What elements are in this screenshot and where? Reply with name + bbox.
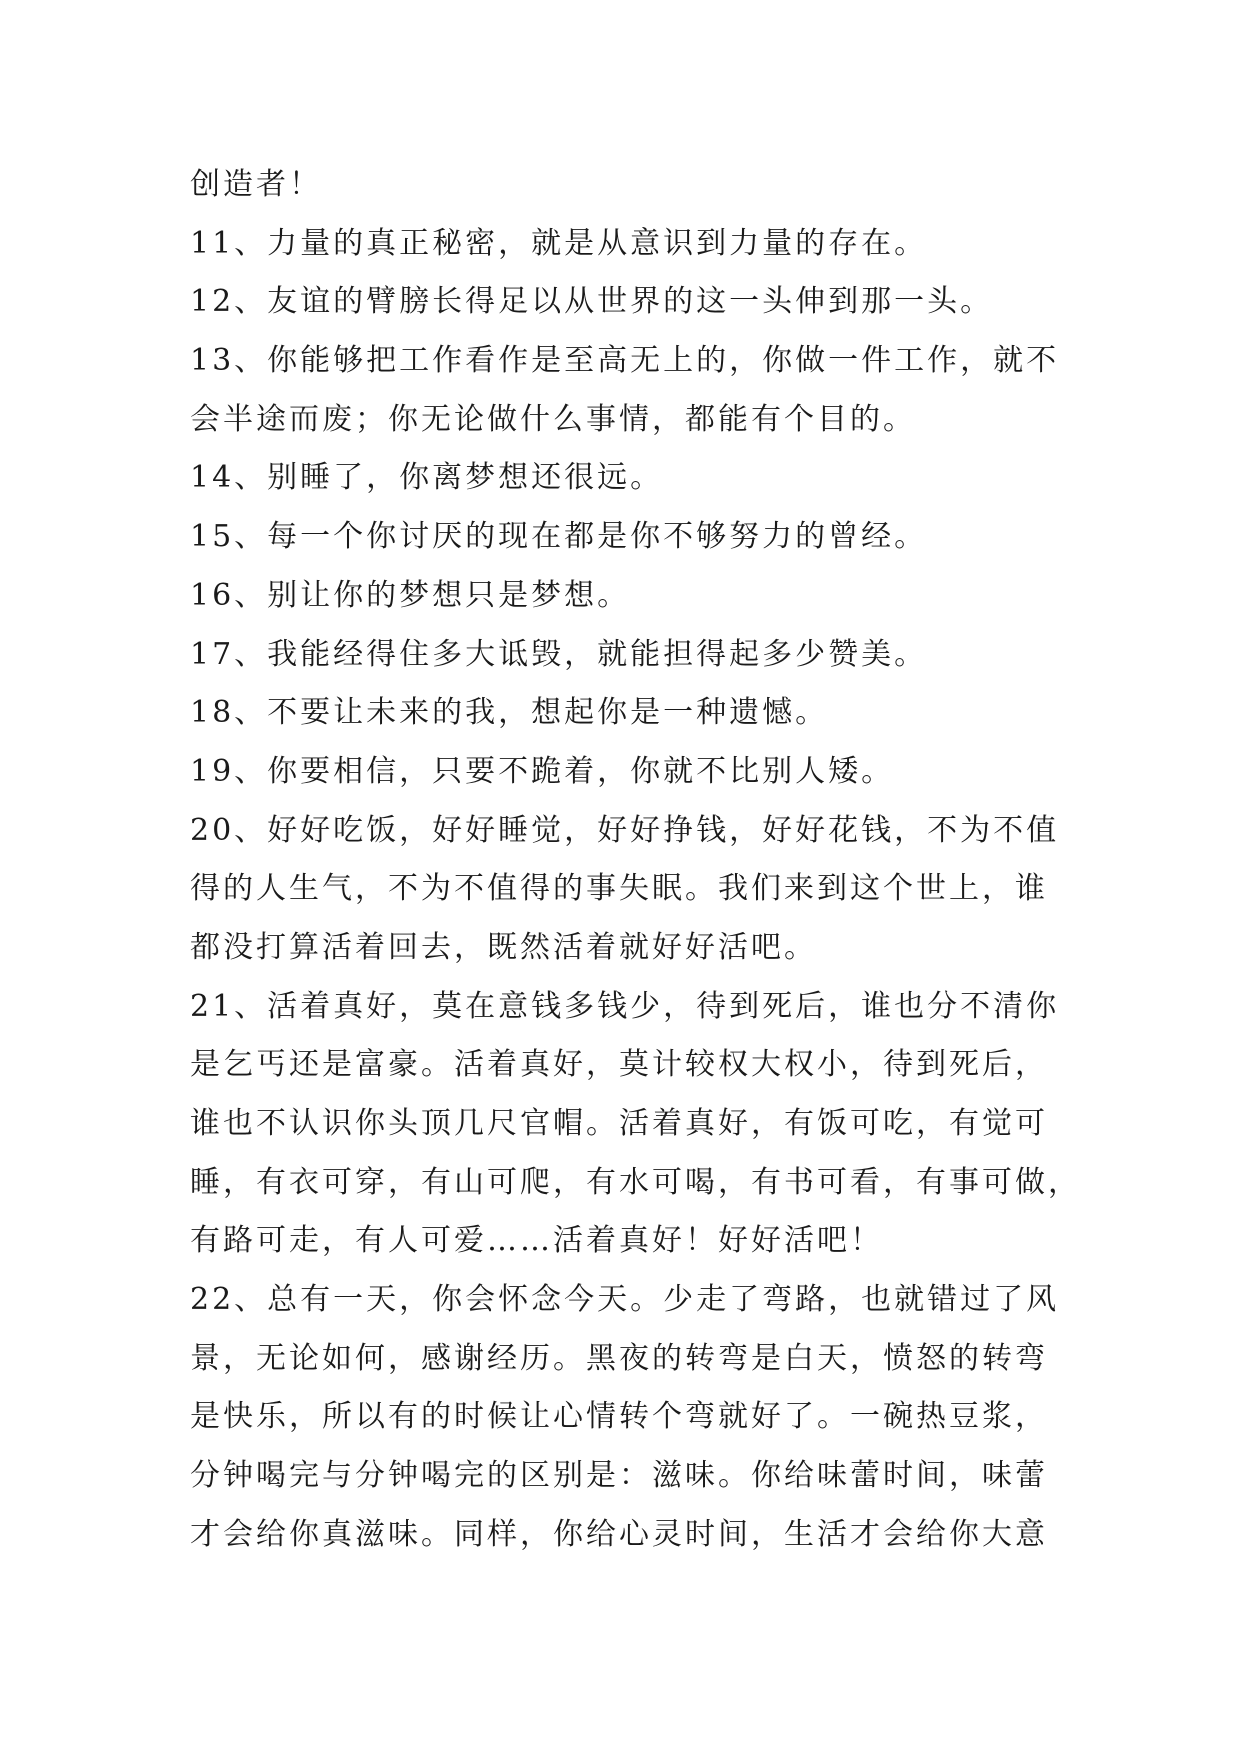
text-line: 18、不要让未来的我，想起你是一种遗憾。: [190, 695, 829, 731]
text-line: 是快乐，所以有的时候让心情转个弯就好了。一碗热豆浆，: [190, 1399, 1048, 1435]
text-line: 15、每一个你讨厌的现在都是你不够努力的曾经。: [190, 519, 928, 555]
text-line: 都没打算活着回去，既然活着就好好活吧。: [190, 929, 817, 965]
text-line: 19、你要相信，只要不跪着，你就不比别人矮。: [190, 753, 895, 789]
text-line: 景，无论如何，感谢经历。黑夜的转弯是白天，愤怒的转弯: [190, 1340, 1048, 1376]
text-line: 14、别睡了，你离梦想还很远。: [190, 460, 664, 496]
text-line: 是乞丐还是富豪。活着真好，莫计较权大权小，待到死后，: [190, 1047, 1048, 1083]
text-line: 20、好好吃饭，好好睡觉，好好挣钱，好好花钱，不为不值: [190, 812, 1060, 848]
text-line: 12、友谊的臂膀长得足以从世界的这一头伸到那一头。: [190, 284, 994, 320]
text-line: 13、你能够把工作看作是至高无上的，你做一件工作，就不: [190, 343, 1060, 379]
text-line: 会半途而废；你无论做什么事情，都能有个目的。: [190, 401, 916, 437]
text-line: 11、力量的真正秘密，就是从意识到力量的存在。: [190, 225, 928, 261]
text-line: 有路可走，有人可爱……活着真好！好好活吧！: [190, 1223, 883, 1259]
text-line: 17、我能经得住多大诋毁，就能担得起多少赞美。: [190, 636, 928, 672]
text-line: 16、别让你的梦想只是梦想。: [190, 577, 631, 613]
text-line: 分钟喝完与分钟喝完的区别是：滋味。你给味蕾时间，味蕾: [190, 1458, 1048, 1494]
text-line: 22、总有一天，你会怀念今天。少走了弯路，也就错过了风: [190, 1282, 1060, 1318]
text-line: 21、活着真好，莫在意钱多钱少，待到死后，谁也分不清你: [190, 988, 1060, 1024]
text-line: 谁也不认识你头顶几尺官帽。活着真好，有饭可吃，有觉可: [190, 1106, 1048, 1141]
text-line: 得的人生气，不为不值得的事失眠。我们来到这个世上，谁: [190, 871, 1048, 907]
text-line: 睡，有衣可穿，有山可爬，有水可喝，有书可看，有事可做，: [190, 1164, 1081, 1200]
text-line: 才会给你真滋味。同样，你给心灵时间，生活才会给你大意: [190, 1516, 1048, 1552]
document-body: [190, 156, 1081, 1565]
text-line: 创造者！: [190, 167, 322, 202]
